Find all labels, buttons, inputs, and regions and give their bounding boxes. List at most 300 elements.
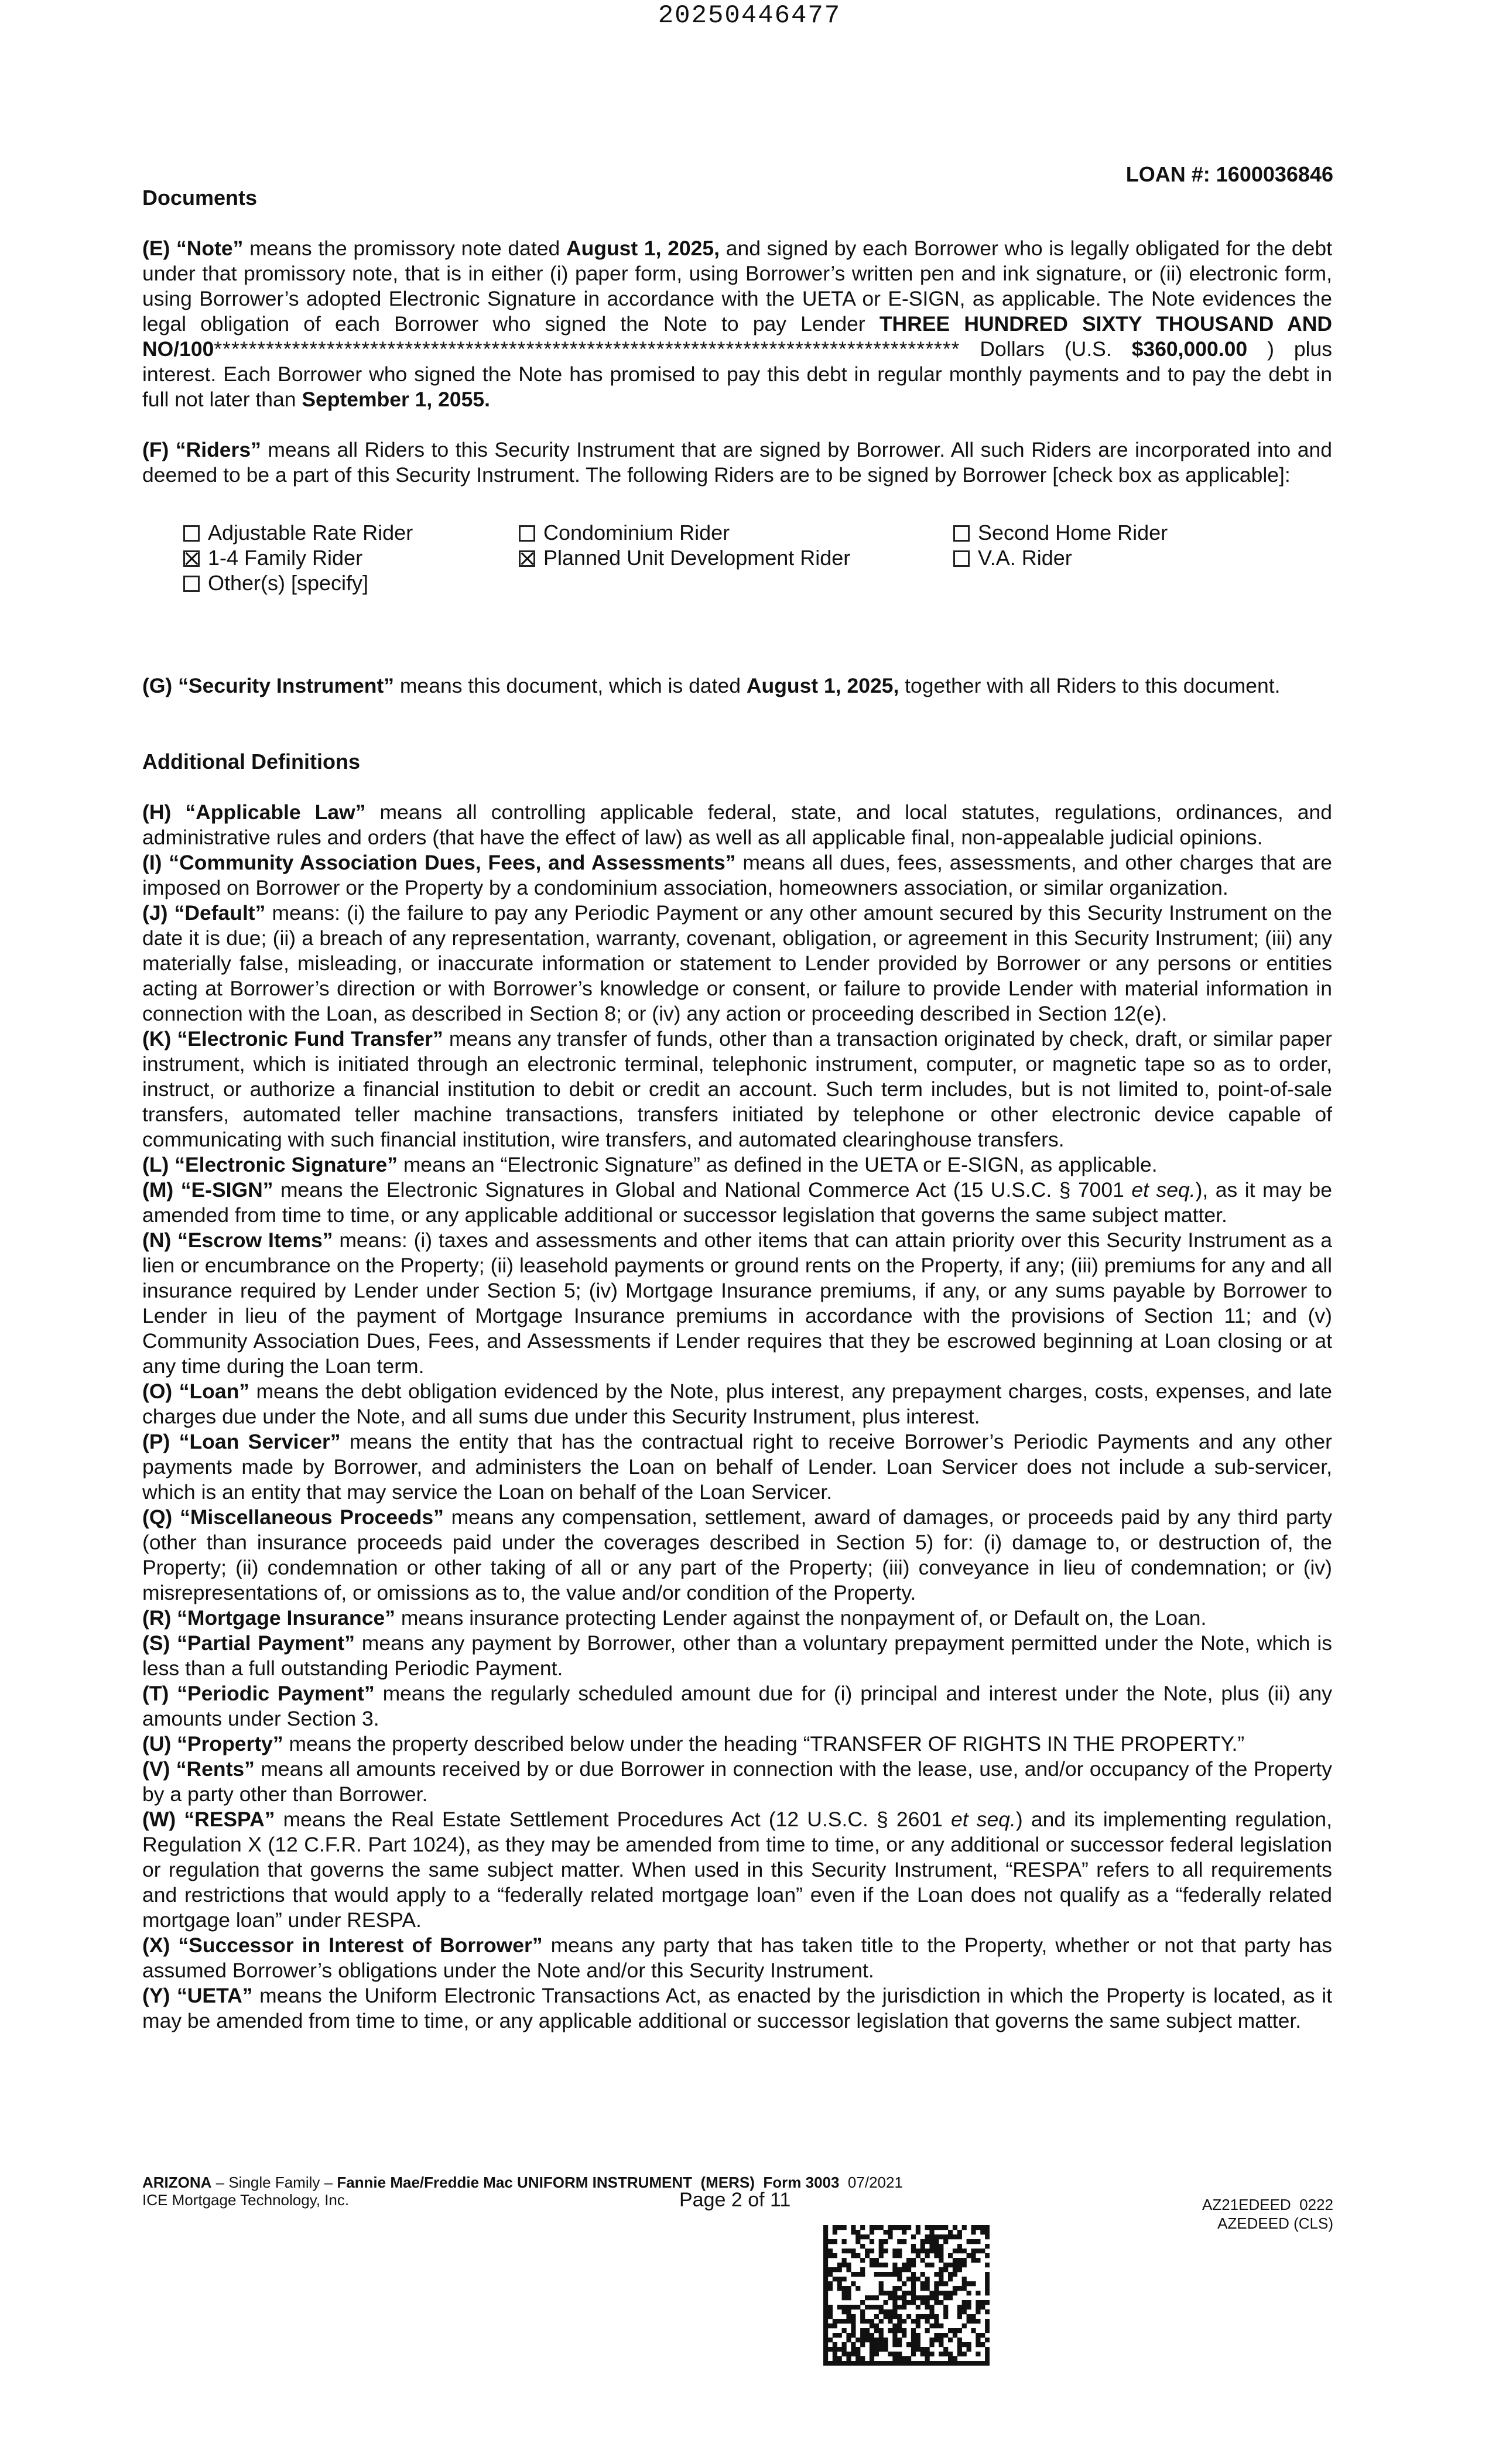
definition-item [142,1152,1332,1178]
definition-letter: (L) [142,1153,169,1176]
barcode-module [962,2286,967,2291]
barcode-module [870,2295,874,2300]
barcode-module [897,2319,902,2323]
rider-other[interactable] [183,570,368,596]
rider-va[interactable] [953,545,1072,570]
rider-second-home[interactable] [953,520,1168,545]
barcode-module [976,2258,980,2263]
barcode-module [925,2286,930,2291]
barcode-module [953,2328,957,2333]
barcode-module [929,2352,934,2356]
barcode-module [842,2258,847,2263]
barcode-module [911,2352,916,2356]
barcode-module [939,2338,943,2342]
definition-term: “Default” [174,901,266,925]
barcode-module [870,2225,874,2230]
barcode-module [976,2361,980,2366]
definition-text: ) plus interest. Each Borrower who signed the Note has promised to pay this debt in regular monthly payments and to pay the debt in full not later than [142,337,1333,411]
barcode-module [980,2300,985,2305]
barcode-module [985,2281,990,2286]
checkbox[interactable] [953,525,970,542]
barcode-module [828,2338,833,2342]
definition-text: ), as it may be amended from time to time, or any applicable additional or successor legislation that governs the same subject matter. [142,1178,1332,1227]
barcode-module [911,2234,916,2239]
barcode-module [823,2253,828,2258]
barcode-module [860,2234,865,2239]
barcode-module [897,2267,902,2272]
barcode-module [842,2319,847,2323]
barcode-module [870,2258,874,2263]
barcode-module [962,2263,967,2267]
barcode-module [874,2225,879,2230]
definition-term: “Property” [177,1732,283,1755]
barcode-module [874,2361,879,2366]
definition-item [142,1429,1332,1505]
barcode-module [976,2338,980,2342]
barcode-module [874,2295,879,2300]
barcode-module [939,2300,943,2305]
barcode-module [911,2342,916,2347]
barcode-module [823,2352,828,2356]
barcode-module [985,2291,990,2295]
barcode-module [865,2234,870,2239]
barcode-module [846,2305,851,2309]
barcode-module [828,2309,833,2314]
definition-term: “Electronic Signature” [174,1153,398,1176]
barcode-module [920,2361,925,2366]
barcode-module [879,2249,884,2253]
barcode-module [925,2300,930,2305]
barcode-module [916,2338,920,2342]
barcode-module [860,2356,865,2361]
barcode-module [837,2356,842,2361]
barcode-module [934,2234,939,2239]
section-title-documents: Documents [142,186,258,210]
barcode-module [855,2338,860,2342]
recording-number: 20250446477 [658,1,841,30]
barcode-module [902,2291,906,2295]
definition-text: means any payment by Borrower, other than a voluntary prepayment permitted under the Note, which is less than a full outstanding Periodic Payment. [142,1631,1332,1680]
definition-letter: (M) [142,1178,174,1202]
barcode-module [888,2230,892,2234]
barcode-module [884,2309,888,2314]
barcode-module [828,2314,833,2319]
loan-amount: $360,000.00 [1131,337,1248,361]
barcode-module [929,2225,934,2230]
rider-planned-unit-development[interactable] [519,545,850,570]
barcode-module [943,2333,948,2338]
barcode-module [892,2291,897,2295]
definition-text: means: (i) the failure to pay any Periodic Payment or any other amount secured by this Security Instrument on the date it is due; (ii) a breach of any representation, warranty, covenant, obligation, or agreement in this Security Instrument; (iii) any materially false, misleading, or inaccurate information or statement to Lender provided by Borrower or any persons or entities acting at Borrower’s direction or with Borrower’s knowledge or consent, or failure to provide Lender with material information in connection with the Loan, as described in Section 8; or (iv) any action or proceeding described in Section 12(e). [142,901,1332,1025]
maturity-date: September 1, 2055. [302,388,490,411]
barcode-module [865,2305,870,2309]
barcode-module [967,2319,971,2323]
barcode-module [874,2347,879,2352]
barcode-module [860,2342,865,2347]
definition-text: means the debt obligation evidenced by the Note, plus interest, any prepayment charges, costs, expenses, and late charges due under the Note, and all sums due under this Security Instrument, plus interest. [142,1380,1332,1428]
barcode-module [929,2291,934,2295]
footer-mers: (MERS) [700,2174,755,2191]
barcode-module [929,2234,934,2239]
barcode-module [939,2291,943,2295]
barcode-module [902,2225,906,2230]
barcode-module [833,2253,837,2258]
barcode-module [920,2272,925,2277]
barcode-module [870,2352,874,2356]
checkbox-checked[interactable] [183,550,200,567]
definition-letter: (R) [142,1606,172,1630]
barcode-module [976,2352,980,2356]
definition-term: “Community Association Dues, Fees, and Assessments” [169,851,736,874]
barcode-module [916,2347,920,2352]
barcode-module [897,2361,902,2366]
definition-term: “Periodic Payment” [177,1682,375,1705]
barcode-module [925,2347,930,2352]
barcode-module [920,2239,925,2244]
rider-label: 1-4 Family Rider [208,546,363,570]
definition-term: “Applicable Law” [185,800,366,824]
barcode-module [976,2291,980,2295]
definition-security-instrument [142,673,1332,699]
barcode-module [846,2338,851,2342]
loan-number-block [1126,162,1333,187]
barcode-module [823,2319,828,2323]
barcode-module [879,2333,884,2338]
barcode-module [939,2361,943,2366]
barcode-module [920,2352,925,2356]
rider-1-4-family[interactable] [183,545,362,570]
definition-term: “Escrow Items” [177,1228,333,1252]
barcode-module [855,2356,860,2361]
barcode-module [823,2239,828,2244]
barcode-module [953,2263,957,2267]
definition-item [142,1026,1332,1152]
rider-adjustable-rate[interactable] [183,520,413,545]
checkbox[interactable] [953,550,970,567]
barcode-module [870,2239,874,2244]
barcode-module [842,2328,847,2333]
barcode-module [943,2361,948,2366]
barcode-module [929,2361,934,2366]
barcode-module [897,2272,902,2277]
barcode-module [929,2338,934,2342]
barcode-module [962,2258,967,2263]
barcode-module [934,2333,939,2338]
barcode-module [976,2305,980,2309]
barcode-module [911,2286,916,2291]
rider-label: V.A. Rider [978,546,1072,570]
barcode-module [971,2249,976,2253]
barcode-module [828,2253,833,2258]
barcode-module [957,2342,962,2347]
barcode-module [892,2267,897,2272]
barcode-module [902,2263,906,2267]
barcode-module [976,2249,980,2253]
barcode-module [874,2342,879,2347]
barcode-module [865,2295,870,2300]
barcode-module [962,2300,967,2305]
barcode-module [939,2244,943,2249]
footer-company: ICE Mortgage Technology, Inc. [142,2191,350,2209]
barcode-module [925,2295,930,2300]
barcode-module [842,2295,847,2300]
barcode-module [884,2249,888,2253]
barcode-module [842,2342,847,2347]
barcode-module [971,2281,976,2286]
checkbox-checked[interactable] [519,550,535,567]
definition-text: means the Uniform Electronic Transactions Act, as enacted by the jurisdiction in which the Property is located, as it may be amended from time to time, or any applicable additional or successor legislation that governs the same subject matter. [142,1984,1333,2032]
barcode-module [920,2295,925,2300]
barcode-module [870,2263,874,2267]
barcode-module [953,2291,957,2295]
barcode-module [911,2272,916,2277]
barcode-module [855,2230,860,2234]
barcode-module [892,2295,897,2300]
footer-form-number: Form 3003 [763,2174,840,2191]
barcode-module [985,2338,990,2342]
barcode-module [851,2272,855,2277]
barcode-module [980,2249,985,2253]
barcode-module [842,2305,847,2309]
barcode-module [939,2352,943,2356]
definition-italic: et seq. [951,1808,1016,1831]
barcode-module [906,2277,911,2281]
barcode-module [943,2281,948,2286]
barcode-module [962,2305,967,2309]
barcode-module [879,2309,884,2314]
definition-term: “RESPA” [184,1808,275,1831]
barcode-module [888,2319,892,2323]
barcode-module [948,2234,953,2239]
barcode-module [888,2328,892,2333]
barcode-module [925,2314,930,2319]
barcode-module [934,2319,939,2323]
barcode-module [957,2361,962,2366]
barcode-module [985,2272,990,2277]
barcode-module [929,2249,934,2253]
barcode-module [837,2347,842,2352]
barcode-module [851,2249,855,2253]
barcode-module [916,2314,920,2319]
barcode-module [846,2286,851,2291]
barcode-module [934,2286,939,2291]
definition-letter: (E) [142,237,170,260]
barcode-module [879,2291,884,2295]
barcode-module [985,2234,990,2239]
barcode-module [920,2244,925,2249]
barcode-module [865,2319,870,2323]
barcode-module [939,2258,943,2263]
barcode-module [846,2319,851,2323]
footer-form-date: 07/2021 [847,2174,903,2191]
barcode-module [874,2314,879,2319]
definition-letter: (F) [142,438,169,461]
barcode-module [828,2323,833,2328]
barcode-module [953,2361,957,2366]
barcode-module [842,2286,847,2291]
rider-condominium[interactable] [519,520,730,545]
footer-instrument: Fannie Mae/Freddie Mac UNIFORM INSTRUMENT [337,2174,693,2191]
barcode-module [925,2225,930,2230]
barcode-module [870,2333,874,2338]
loan-label: LOAN #: [1125,162,1210,186]
barcode-module [925,2305,930,2309]
barcode-module [837,2319,842,2323]
barcode-module [985,2319,990,2323]
barcode-module [823,2342,828,2347]
barcode-module [902,2333,906,2338]
barcode-module [892,2286,897,2291]
barcode-module [925,2356,930,2361]
barcode-module [846,2352,851,2356]
barcode-module [925,2361,930,2366]
barcode-module [902,2328,906,2333]
barcode-module [823,2249,828,2253]
definition-item [142,1379,1332,1429]
barcode-module [860,2361,865,2366]
barcode-module [906,2300,911,2305]
barcode-module [902,2356,906,2361]
barcode-module [837,2333,842,2338]
loan-number: 1600036846 [1216,162,1333,186]
barcode-module [837,2286,842,2291]
amount-in-words: THREE HUNDRED SIXTY THOUSAND AND NO/100 [142,312,1332,361]
barcode-module [948,2291,953,2295]
barcode-module [967,2281,971,2286]
definition-item [142,1933,1332,1983]
checkbox[interactable] [519,525,535,542]
definition-text: means the entity that has the contractual right to receive Borrower’s Periodic Payments and any other payments made by Borrower, and administers the Loan on behalf of Lender. Loan Servicer does not include a sub-servicer, which is an entity that may service the Loan on behalf of the Loan Servicer. [142,1430,1332,1504]
barcode-module [823,2225,828,2230]
barcode-module [948,2328,953,2333]
barcode-module [892,2263,897,2267]
definition-letter: (X) [142,1933,170,1957]
barcode-module [953,2258,957,2263]
barcode-module [985,2352,990,2356]
barcode-module [985,2225,990,2230]
barcode-module [860,2244,865,2249]
definition-term: “UETA” [177,1984,253,2007]
barcode-module [884,2291,888,2295]
barcode-module [976,2300,980,2305]
barcode-module [874,2323,879,2328]
barcode-module [929,2314,934,2319]
barcode-module [902,2305,906,2309]
checkbox[interactable] [183,576,200,592]
barcode-module [911,2263,916,2267]
barcode-module [892,2305,897,2309]
barcode-module [971,2239,976,2244]
barcode-module [976,2309,980,2314]
barcode-module [929,2295,934,2300]
barcode-module [842,2239,847,2244]
barcode-module [846,2356,851,2361]
definition-letter: (V) [142,1757,170,1781]
definition-italic: et seq. [1131,1178,1196,1202]
barcode-module [870,2356,874,2361]
barcode-module [823,2286,828,2291]
definition-item [142,800,1332,850]
barcode-module [851,2333,855,2338]
barcode-module [860,2319,865,2323]
barcode-module [925,2277,930,2281]
definition-text: and signed by each Borrower who is legally obligated for the debt under that promissory note, that is in either (i) paper form, using Borrower’s written pen and ink signature, or (ii) electronic form, using Borrower’s adopted Electronic Signature in accordance with the UETA or E-SIGN, as applicable. The Note evidences the legal obligation of each Borrower who signed the Note to pay Lender [142,237,1332,336]
barcode-module [902,2319,906,2323]
barcode-module [892,2309,897,2314]
definition-text: Dollars (U.S. [960,337,1132,361]
barcode-module [870,2342,874,2347]
barcode-module [823,2267,828,2272]
barcode-module [846,2361,851,2366]
barcode-module [943,2225,948,2230]
barcode-module [929,2230,934,2234]
barcode-module [911,2333,916,2338]
barcode-module [943,2291,948,2295]
barcode-module [953,2225,957,2230]
barcode-module [920,2286,925,2291]
barcode-module [957,2234,962,2239]
barcode-module [957,2263,962,2267]
barcode-module [911,2328,916,2333]
barcode-module [925,2281,930,2286]
barcode-module [833,2347,837,2352]
barcode-module [851,2253,855,2258]
barcode-module [948,2272,953,2277]
definition-term: “Partial Payment” [177,1631,355,1655]
barcode-module [925,2319,930,2323]
barcode-module [879,2239,884,2244]
barcode-module [985,2253,990,2258]
barcode-module [962,2225,967,2230]
barcode-module [897,2352,902,2356]
barcode-module [985,2309,990,2314]
barcode-module [892,2272,897,2277]
checkbox[interactable] [183,525,200,542]
barcode-module [851,2319,855,2323]
security-instrument-date: August 1, 2025, [746,674,899,697]
barcode-module [911,2338,916,2342]
barcode-module [846,2333,851,2338]
barcode-module [842,2249,847,2253]
amount-fill-stars: ************************************************************************************** [214,337,960,361]
definition-item [142,850,1332,901]
barcode-module [943,2234,948,2239]
barcode-module [833,2277,837,2281]
barcode-module [897,2305,902,2309]
barcode-module [860,2272,865,2277]
barcode-module [860,2328,865,2333]
barcode-module [953,2356,957,2361]
barcode-module [865,2333,870,2338]
barcode-module [916,2305,920,2309]
barcode-module [879,2319,884,2323]
barcode-module [971,2225,976,2230]
barcode-module [902,2300,906,2305]
barcode-module [897,2225,902,2230]
barcode-module [855,2352,860,2356]
barcode-module [823,2291,828,2295]
barcode-module [828,2239,833,2244]
barcode-module [874,2263,879,2267]
barcode-module [985,2277,990,2281]
barcode-module [957,2305,962,2309]
barcode-module [985,2286,990,2291]
barcode-module [939,2225,943,2230]
barcode-module [939,2342,943,2347]
rider-label: Other(s) [specify] [208,571,369,595]
barcode-module [833,2225,837,2230]
barcode-module [823,2338,828,2342]
